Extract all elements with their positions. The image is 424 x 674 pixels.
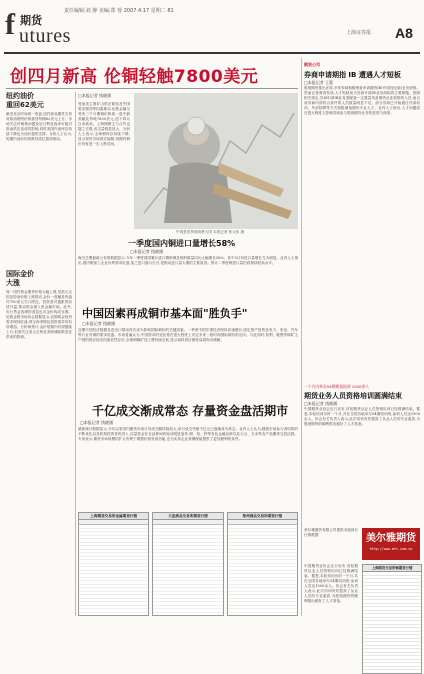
china-factor-headline: 中国因素再成铜市基本面"胜负手"	[82, 307, 248, 320]
column-divider	[301, 58, 302, 616]
training-body	[304, 407, 420, 523]
market-table-rows	[153, 525, 222, 616]
training-text: 中国期货业协会近日宣布,首轮期货从业人员资格培训已经圆满结束。据悉,本轮培训历时一个月,共在全国各地举办54期培训班,参训人员达1500余人。协会有关负责人表示,此次培训有效提高了从业人员的专业素质,为股指期货的顺利推出做好了人才准备。	[304, 407, 420, 426]
market-table-title: 大连商品交易所期货行情	[153, 513, 222, 520]
left-column	[6, 92, 72, 612]
trading-volume-headline: 千亿成交渐成常态 存量资金盘活期市	[92, 404, 289, 418]
advertiser-url: http://www.mfc.com.cn	[369, 547, 413, 551]
header-topline: 责任编辑:刘 静 美编:郑 蓉 2007.4.17 星期二 81	[64, 8, 174, 14]
trading-volume-byline: □本报记者 钱晓涵	[80, 420, 114, 425]
section-logo-letter: f	[5, 8, 15, 41]
market-table	[78, 512, 149, 616]
advertiser-name: 美尔雅期货	[366, 533, 416, 544]
copper-import-body	[78, 256, 298, 300]
china-factor-byline: □本报记者 钱晓涵	[82, 321, 116, 326]
copper-import-byline: □本报记者 钱晓涵	[130, 249, 164, 254]
lead-story-body: 受南美主要矿山供应紧张及中国需求强劲等因素推动,伦敦金属交易所三个月期铜价格周一盘中最高触及每吨7800美元,创下四月以来新高。上海期铜主力合约也随之走强,成交量明显放大。分析人士表示,全球铜库存持续下降,显示现货市场供应偏紧,短期内铜价仍有进一步上涨空间。	[78, 102, 130, 146]
gold-story-title: 国际金价 大涨	[6, 270, 34, 287]
gold-story-body: 周一纽约黄金期货价格大幅上涨,受美元走软及原油价格上涨推动,金价一度触及每盎司700美元关口附近。投资者对通胀的担忧升温,推动资金流入贵金属市场。此外,央行售金放缓的消息也对金价构成支撑。伦敦金银市场协会数据显示,近期黄金现货需求保持旺盛,珠宝商采购及投资需求均有所增加。分析师预计,金价短期内有望继续上行,但需关注美元走势及美联储政策变化带来的影响。	[6, 290, 72, 339]
header-rule	[4, 52, 420, 54]
copper-quote-table	[362, 564, 422, 674]
lead-story	[78, 93, 130, 238]
newspaper-name: 上海证券报	[346, 30, 372, 36]
trading-volume-body	[78, 427, 298, 507]
lead-story-byline: □本报记者 钱晓涵	[78, 93, 112, 98]
market-table-title: 郑州商品交易所期货行情	[228, 513, 297, 520]
right-column	[304, 58, 420, 618]
market-table-rows	[79, 525, 148, 616]
headline-rule	[6, 88, 298, 89]
market-table	[152, 512, 223, 616]
copper-quote-table-rows	[363, 572, 421, 674]
section-logo-chinese: 期货	[20, 14, 42, 27]
right-section-label: 期货公司	[304, 62, 320, 67]
page-number: A8	[395, 25, 413, 41]
ib-story-body	[304, 86, 420, 376]
training-headline: 期货业务人员资格培训圆满结束	[304, 392, 402, 400]
trading-volume-text: 最新统计数据显示,今年以来国内期货市场日均成交额持续放大,单日成交突破千亿元已逐渐成为常态。业内人士认为,随着市场参与者结构的不断优化以及机构投资者的进入,存量资金在各品种间的轮动明显加快,铜、铝、锌等有色金属品种以及大豆、玉米等农产品期货交投活跃。专家表示,期货市场规模的扩大有利于增强价格发现功能,也为实体企业套期保值提供了更加便利的条件。	[78, 427, 298, 441]
ib-story-byline: □本报记者 王蕾	[304, 80, 334, 85]
copper-worker-photo	[134, 93, 298, 229]
page-header	[0, 0, 424, 58]
main-headline: 创四月新高 伦铜轻触7800美元	[10, 67, 259, 87]
copper-import-headline: 一季度国内铜进口量增长58%	[128, 239, 236, 248]
advertiser-banner	[362, 528, 420, 560]
copper-quote-table-title: 上海期货交易所铜期货行情	[363, 565, 421, 572]
market-table-title: 上海期货交易所金属期货行情	[79, 513, 148, 520]
right-lower-text: 中国期货业协会近日宣布,首轮期货从业人员资格培训已经圆满结束。据悉,本轮培训历时一个月,共在全国各地举办54期培训班,参训人员达1500余人。协会有关负责人表示,此次培训有效提高了从业人员的专业素质,为股指期货的顺利推出做好了人才准备。	[304, 564, 358, 603]
china-factor-text: 近期中国经济数据及进出口情况再次成为影响国际铜价的关键因素。一季度中国宏观经济保持高速增长,固定资产投资及电力、家电、汽车等行业对铜的需求旺盛。市场普遍认为,中国需求的变化将在很大程度上决定未来一段时间国际铜价的走向。与此同时,智利、秘鲁等铜矿主产国的供应扰动因素依然存在,全球铜精矿加工费持续走低,显示原料供应紧张局面尚未缓解。	[78, 328, 298, 342]
oil-story-body: 截至北京时间周一收盘,纽约商品期货交易所原油期货价格重回每桶62美元上方。市场关注伊朗核问题及尼日利亚选举可能对原油供应造成的影响,同时美国汽油库存持续下降也为油价提供支撑。分析人士认为,短期内油价仍将维持高位震荡格局。	[6, 112, 72, 141]
section-logo-english: utures	[19, 25, 71, 47]
market-table	[227, 512, 298, 616]
column-divider	[75, 92, 76, 616]
training-byline: □本报记者 钱晓涵	[304, 401, 338, 406]
market-table-rows	[228, 525, 297, 616]
training-kicker: 一个月内举办54期期货培训 1500余人	[304, 384, 370, 389]
market-data-tables	[78, 512, 298, 616]
china-factor-body	[78, 328, 298, 396]
photo-illustration	[134, 93, 298, 229]
ib-story-text: 股指期货推出在即,多家券商积极筹备申请期货IB(介绍经纪商)业务资格。然而记者调查发现,人才短缺成为券商开展IB业务面临的主要难题。按照相关规定,券商申请IB业务需配备一定数量具备期货从业资格的人员,而目前券商内部符合条件的人员数量明显不足。部分券商已开始通过内部培训、外部招聘等方式积极储备期货专业人才。业内人士指出,人才问题将在很大程度上影响券商参与股指期货业务的进度与深度。	[304, 86, 420, 115]
copper-import-text: 海关总署最新公布的数据显示,今年一季度我国累计进口精炼铜及铜材数量同比大幅增长58%。其中3月份进口量增长尤为明显。业内人士指出,国内铜加工企业补库需求旺盛,加之进口窗口打开,是推动进口量大增的主要原因。预计二季度铜进口量仍将保持较高水平。	[78, 256, 298, 265]
data-source-note: 美尔雅期货有限公司提供本版部分行情数据	[304, 528, 358, 537]
oil-story-title: 纽约油价 重回62美元	[6, 92, 44, 109]
photo-caption: 中国是世界铜消费大国 本报记者 张大伟 摄	[176, 230, 245, 234]
ib-story-headline: 券商申请期指 IB 遭遇人才短板	[304, 71, 401, 79]
